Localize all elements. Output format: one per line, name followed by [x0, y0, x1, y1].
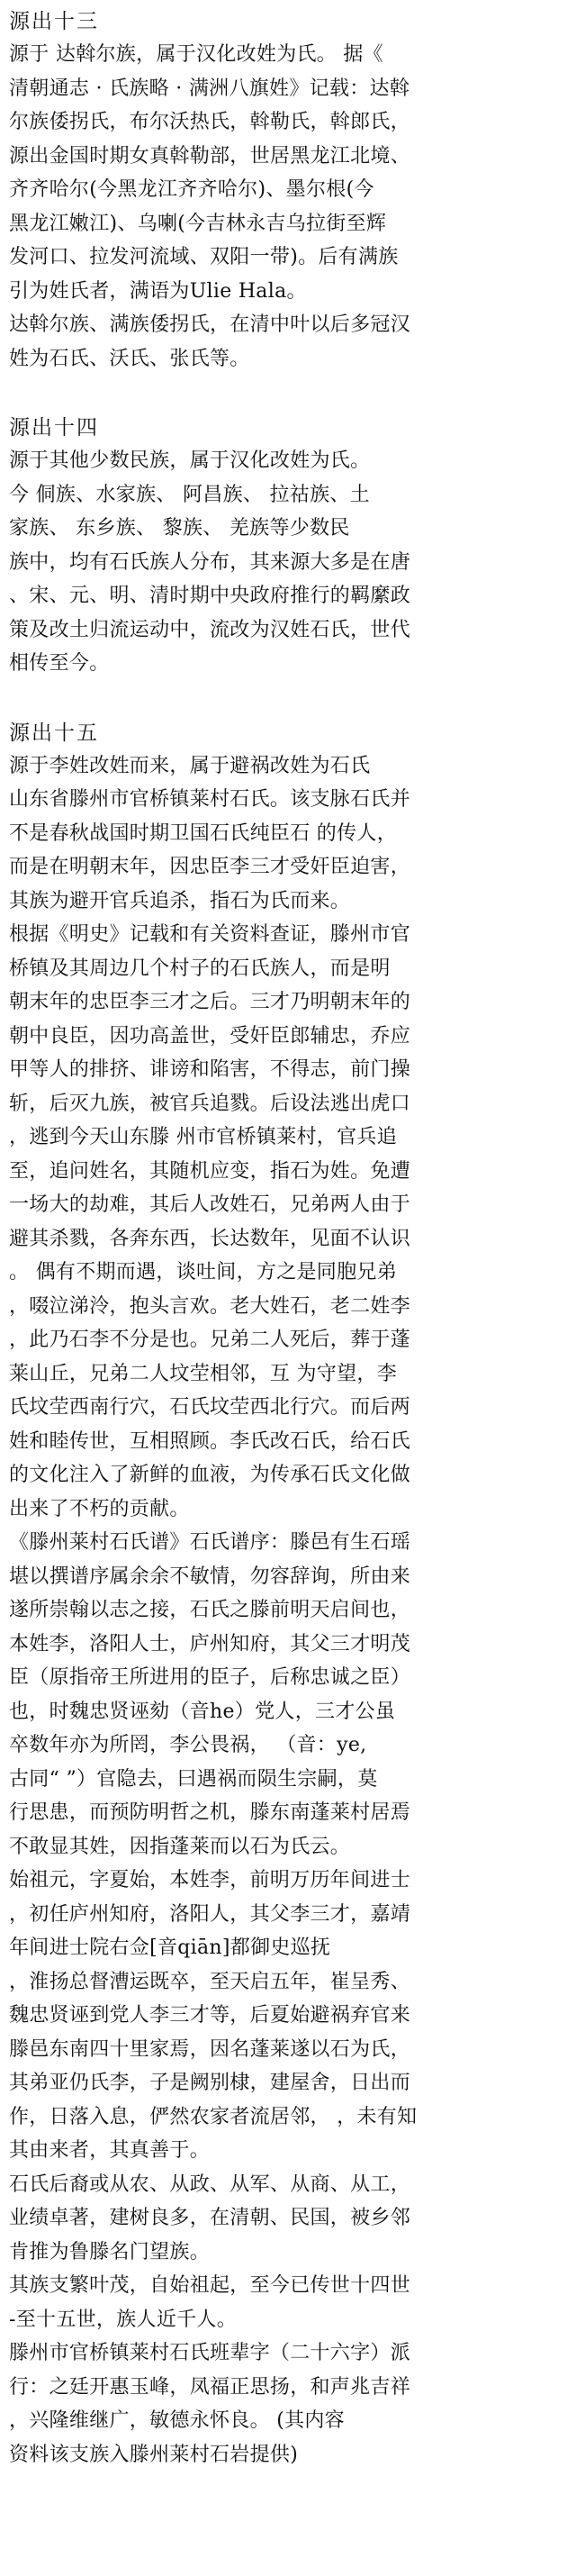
- text-line: 其由来者，其真善于。: [9, 2139, 211, 2162]
- text-line: 山东省滕州市官桥镇莱村石氏。该支脉石氏并: [9, 788, 411, 811]
- origin-section-1: [9, 5, 567, 376]
- text-line: 始祖元，字夏始，本姓李，前明万历年间进士: [9, 1869, 411, 1891]
- text-line: 斩，后灭九族，被官兵追戮。后设法逃出虎口: [9, 1092, 411, 1115]
- text-line: 臣（原指帝王所进用的臣子，后称忠诚之臣）: [9, 1666, 411, 1689]
- text-line: 滕州市官桥镇莱村石氏班辈字（二十六字）派: [9, 2342, 411, 2364]
- text-line: 魏忠贤诬到党人李三才等，后夏始避祸弃官来: [9, 2004, 411, 2027]
- text-line: 本姓李，洛阳人士，庐州知府，其父三才明茂: [9, 1632, 411, 1655]
- text-line: 尔族倭拐氏，布尔沃热氏，斡勒氏，斡郎氏，: [9, 111, 411, 133]
- text-line: 滕邑东南四十里家焉，因名蓬莱遂以石为氏，: [9, 2037, 411, 2061]
- text-line: 至，追问姓名，其随机应变，指石为姓。免遭: [9, 1159, 411, 1183]
- text-line: 源于其他少数民族，属于汉化改姓为氏。: [9, 449, 371, 472]
- text-line: 石氏后裔或从农、从政、从军、从商、从工，: [9, 2172, 411, 2196]
- origin-section-2: [9, 412, 567, 681]
- text-line: 齐齐哈尔(今黑龙江齐齐哈尔)、墨尔根(今: [9, 178, 374, 201]
- text-line: 黑龙江嫩江)、乌喇(今吉林永吉乌拉街至辉: [9, 212, 387, 235]
- text-line: 引为姓氏者，满语为Ulie Hala。: [9, 279, 307, 303]
- text-line: ，淮扬总督漕运既卒，至天启五年，崔呈秀、: [9, 1970, 411, 1993]
- text-line: 源出金国时期女真斡勒部，世居黑龙江北境、: [9, 144, 411, 168]
- text-line: 源于李姓改姓而来，属于避祸改姓为石氏: [9, 754, 371, 777]
- text-line: 出来了不朽的贡献。: [9, 1497, 190, 1520]
- text-line: 避其杀戮，各奔东西，长达数年，见面不认识: [9, 1227, 411, 1250]
- text-line: 、宋、元、明、清时期中央政府推行的羁縻政: [9, 585, 411, 607]
- text-line: 莱山丘，兄弟二人坟茔相邻，互 为守望，李: [9, 1362, 397, 1385]
- text-line: 策及改土归流运动中，流改为汉姓石氏，世代: [9, 618, 411, 641]
- text-line: 姓和睦传世，互相照顾。李氏改石氏，给石氏: [9, 1429, 411, 1453]
- text-line: 朝中良臣，因功高盖世，受奸臣郎辅忠，乔应: [9, 1024, 411, 1048]
- text-line: 不敢显其姓，因指蓬莱而以石为氏云。: [9, 1835, 351, 1858]
- text-line: 遂所崇翰以志之接，石氏之滕前明天启间也，: [9, 1599, 411, 1621]
- text-line: 古同“ ”）官隐去，曰遇祸而陨生宗嗣，莫: [9, 1767, 378, 1791]
- text-line: 根据《明史》记载和有关资料查证，滕州市官: [9, 923, 411, 946]
- text-line: -至十五世，族人近千人。: [9, 2308, 238, 2331]
- text-line: 清朝通志 · 氏族略 · 满洲八旗姓》记载：达斡: [9, 77, 410, 100]
- text-line: 。 偶有不期而遇，谈吐间，方之是同胞兄弟: [9, 1261, 397, 1283]
- text-line: ，初任庐州知府，洛阳人，其父李三才，嘉靖: [9, 1902, 411, 1926]
- text-line: 家族、 东乡族、 黎族、 羌族等少数民: [9, 517, 350, 540]
- text-line: 作，日落入息，俨然农家者流居邻， ，未有知: [9, 2105, 418, 2128]
- text-line: 桥镇及其周边几个村子的石氏族人，而是明: [9, 957, 391, 980]
- text-line: 而是在明朝末年，因忠臣李三才受奸臣迫害，: [9, 856, 411, 878]
- text-line: 其族支繁叶茂，自始祖起，至今已传世十四世: [9, 2274, 411, 2297]
- text-line: 《滕州莱村石氏谱》石氏谱序：滕邑有生石瑶: [9, 1531, 411, 1554]
- text-line: 卒数年亦为所罔，李公畏祸， （音：ye,: [9, 1734, 367, 1756]
- section-title: 源出十三: [9, 10, 99, 33]
- text-line: 不是春秋战国时期卫国石氏纯臣石 的传人，: [9, 821, 397, 845]
- section-title: 源出十五: [9, 721, 99, 745]
- text-line: 其弟亚仍氏李，子是阙别棣，建屋舍，日出而: [9, 2072, 411, 2094]
- text-line: 朝末年的忠臣李三才之后。三才乃明朝末年的: [9, 991, 411, 1013]
- text-line: ，啜泣涕泠，抱头言欢。老大姓石，老二姓李: [9, 1294, 411, 1318]
- text-line: 肯推为鲁滕名门望族。: [9, 2240, 211, 2263]
- text-line: 其族为避开官兵追杀，指石为氏而来。: [9, 889, 351, 912]
- text-line: 堪以撰谱序属余余不敏情，勿容辞询，所由来: [9, 1565, 411, 1588]
- origin-section-3: [9, 717, 567, 2472]
- section-title: 源出十四: [9, 416, 99, 440]
- text-line: 业绩卓著，建树良多，在清朝、民国，被乡邻: [9, 2207, 411, 2229]
- text-line: 达斡尔族、满族倭拐氏，在清中叶以后多冠汉: [9, 313, 411, 336]
- text-line: 行：之廷开惠玉峰，凤福正思扬，和声兆吉祥: [9, 2375, 411, 2399]
- text-line: 年间进士院右佥[音qiān]都御史巡抚: [9, 1937, 331, 1959]
- text-line: 行思患，而预防明哲之机，滕东南蓬莱村居焉: [9, 1801, 411, 1824]
- text-line: ，兴隆维继广，敏德永怀良。 (其内容: [9, 2409, 345, 2432]
- text-line: 资料该支族入滕州莱村石岩提供): [9, 2443, 299, 2466]
- text-line: 一场大的劫难，其后人改姓石，兄弟两人由于: [9, 1193, 411, 1216]
- text-line: 族中，均有石氏族人分布，其来源大多是在唐: [9, 550, 411, 574]
- text-line: 甲等人的排挤、诽谤和陷害，不得志，前门操: [9, 1058, 411, 1081]
- text-line: ，逃到今天山东滕 州市官桥镇莱村，官兵追: [9, 1126, 397, 1148]
- text-line: 姓为石氏、沃氏、张氏等。: [9, 347, 250, 370]
- text-line: 源于 达斡尔族，属于汉化改姓为氏。 据《: [9, 43, 383, 66]
- text-line: 氏坟茔西南行穴，石氏坟茔西北行穴。而后两: [9, 1396, 411, 1419]
- text-line: 的文化注入了新鲜的血液，为传承石氏文化做: [9, 1464, 411, 1486]
- text-line: 发河口、拉发河流域、双阳一带)。后有满族: [9, 246, 399, 268]
- text-line: 今 侗族、水家族、 阿昌族、 拉祜族、土: [9, 483, 370, 506]
- text-line: 也，时魏忠贤诬劾（音he）党人，三才公虽: [9, 1700, 396, 1723]
- text-line: ，此乃石李不分是也。兄弟二人死后，葬于蓬: [9, 1329, 411, 1351]
- text-line: 相传至今。: [9, 652, 110, 675]
